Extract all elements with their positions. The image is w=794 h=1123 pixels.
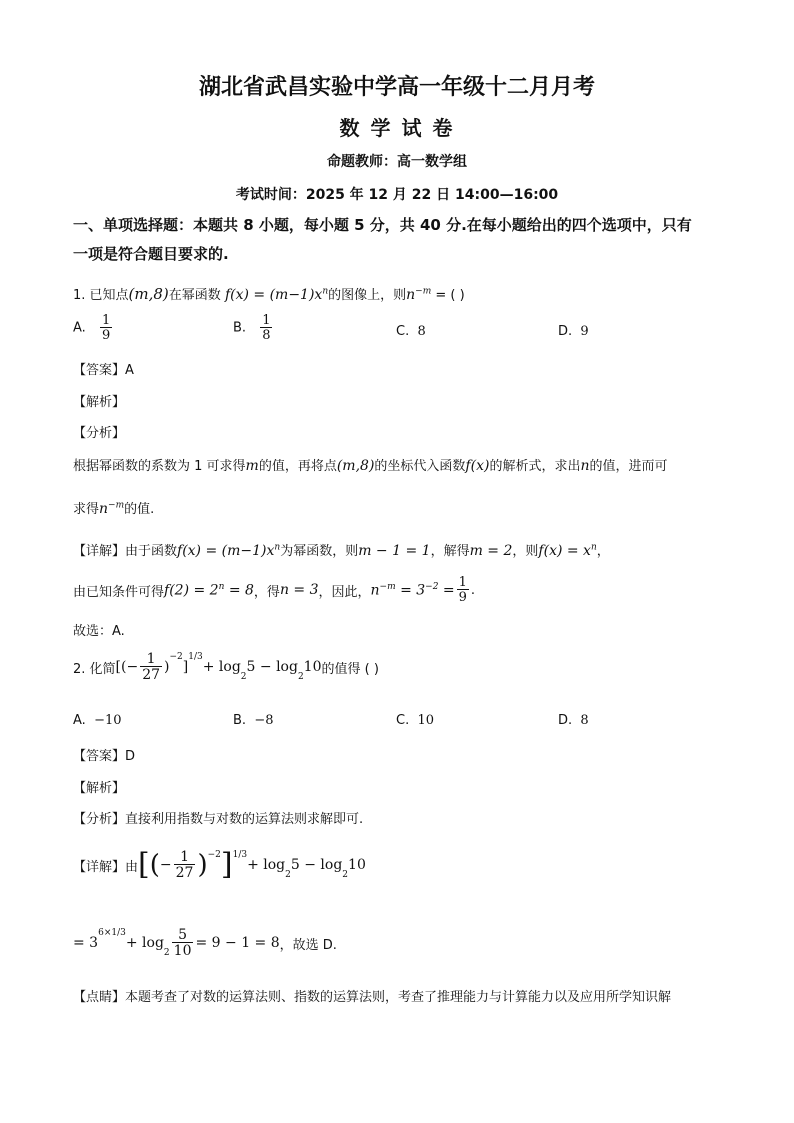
q1-func: $f(x) = (m-1)x^n$: [224, 286, 329, 303]
q2-option-b: B. −8: [233, 713, 274, 728]
q1-detail-line2: 由已知条件可得 $f(2) = 2^n = 8$ ，得 n = 3 ，因此， $n^{-m} = 3^{-2}$ = $\frac{1}{9}$ .: [73, 575, 476, 605]
q1-mid: 在幂函数: [168, 288, 221, 303]
exam-title: 湖北省武昌实验中学高一年级十二月月考: [198, 75, 595, 100]
q2-fenxi: 【分析】直接利用指数与对数的运算法则求解即可.: [73, 812, 364, 827]
exam-time: 考试时间：2025 年 12 月 22 日 14:00—16:00: [235, 187, 559, 203]
q1-tail: 的图像上，则: [328, 288, 407, 303]
q1-point: (m,8): [128, 285, 169, 303]
q2-detail-line2: = 3 $^{6\times 1/3}$ + log $_2$ $\frac{5}{10}$ = 9 − 1 = 8 ，故选 D.: [73, 927, 337, 959]
q1-answer: 【答案】A: [73, 363, 134, 378]
q2-detail-line1: 【详解】由 [ ( − $\frac{1}{27}$ ) $^{-2}$ ] $^{1/3}$ + log $_2$ 5 − log $_2$ 10: [73, 847, 366, 882]
q1-jiexi: 【解析】: [73, 395, 126, 410]
q2-stem: 2. 化简 [(− $\frac{1}{27}$ ) $^{-2}$ ] $^{1/3}$ + log $_2$ 5 − log $_2$ 10 的值得 ( ): [73, 651, 379, 683]
q1-stem: [73, 284, 465, 303]
q1-option-a: A. $\frac{1}{9}$: [73, 313, 111, 343]
q1-option-d: D. 9: [558, 324, 589, 339]
exam-subject: 数 学 试 卷: [339, 116, 455, 140]
q1-ask-tail: = ( ): [431, 288, 465, 303]
q1-ask: $n^{-m}$: [406, 286, 432, 303]
q1-option-c: C. 8: [396, 324, 426, 339]
q2-option-c: C. 10: [396, 713, 435, 728]
section-heading-line1: 一、单项选择题：本题共 8 小题，每小题 5 分，共 40 分.在每小题给出的四个选项中，只有: [73, 216, 692, 234]
q1-option-b: B. $\frac{1}{8}$: [233, 313, 271, 343]
q1-fenxi: 【分析】: [73, 426, 126, 441]
q2-answer: 【答案】D: [73, 749, 136, 764]
q1-number: 1. 已知点: [73, 288, 129, 303]
exam-teacher: 命题教师：高一数学组: [327, 154, 467, 170]
q1-analysis-line1: 根据幂函数的系数为 1 可求得m的值，再将点(m,8)的坐标代入函数f(x)的解析式，求出n的值，进而可: [73, 458, 668, 474]
q2-note: 【点睛】本题考查了对数的运算法则、指数的运算法则，考查了推理能力与计算能力以及应用所学知识解: [73, 990, 672, 1005]
q1-choose: 故选：A.: [73, 624, 125, 639]
q2-jiexi: 【解析】: [73, 781, 126, 796]
q1-analysis-line2: 求得$n^{-m}$的值.: [73, 500, 155, 517]
q2-option-d: D. 8: [558, 713, 589, 728]
q1-detail-line1: 【详解】由于函数$f(x) = (m-1)x^n$为幂函数，则m − 1 = 1，解得m = 2，则$f(x) = x^n$，: [73, 542, 610, 559]
section-heading-line2: 一项是符合题目要求的.: [73, 245, 229, 263]
q2-option-a: A. −10: [73, 713, 122, 728]
